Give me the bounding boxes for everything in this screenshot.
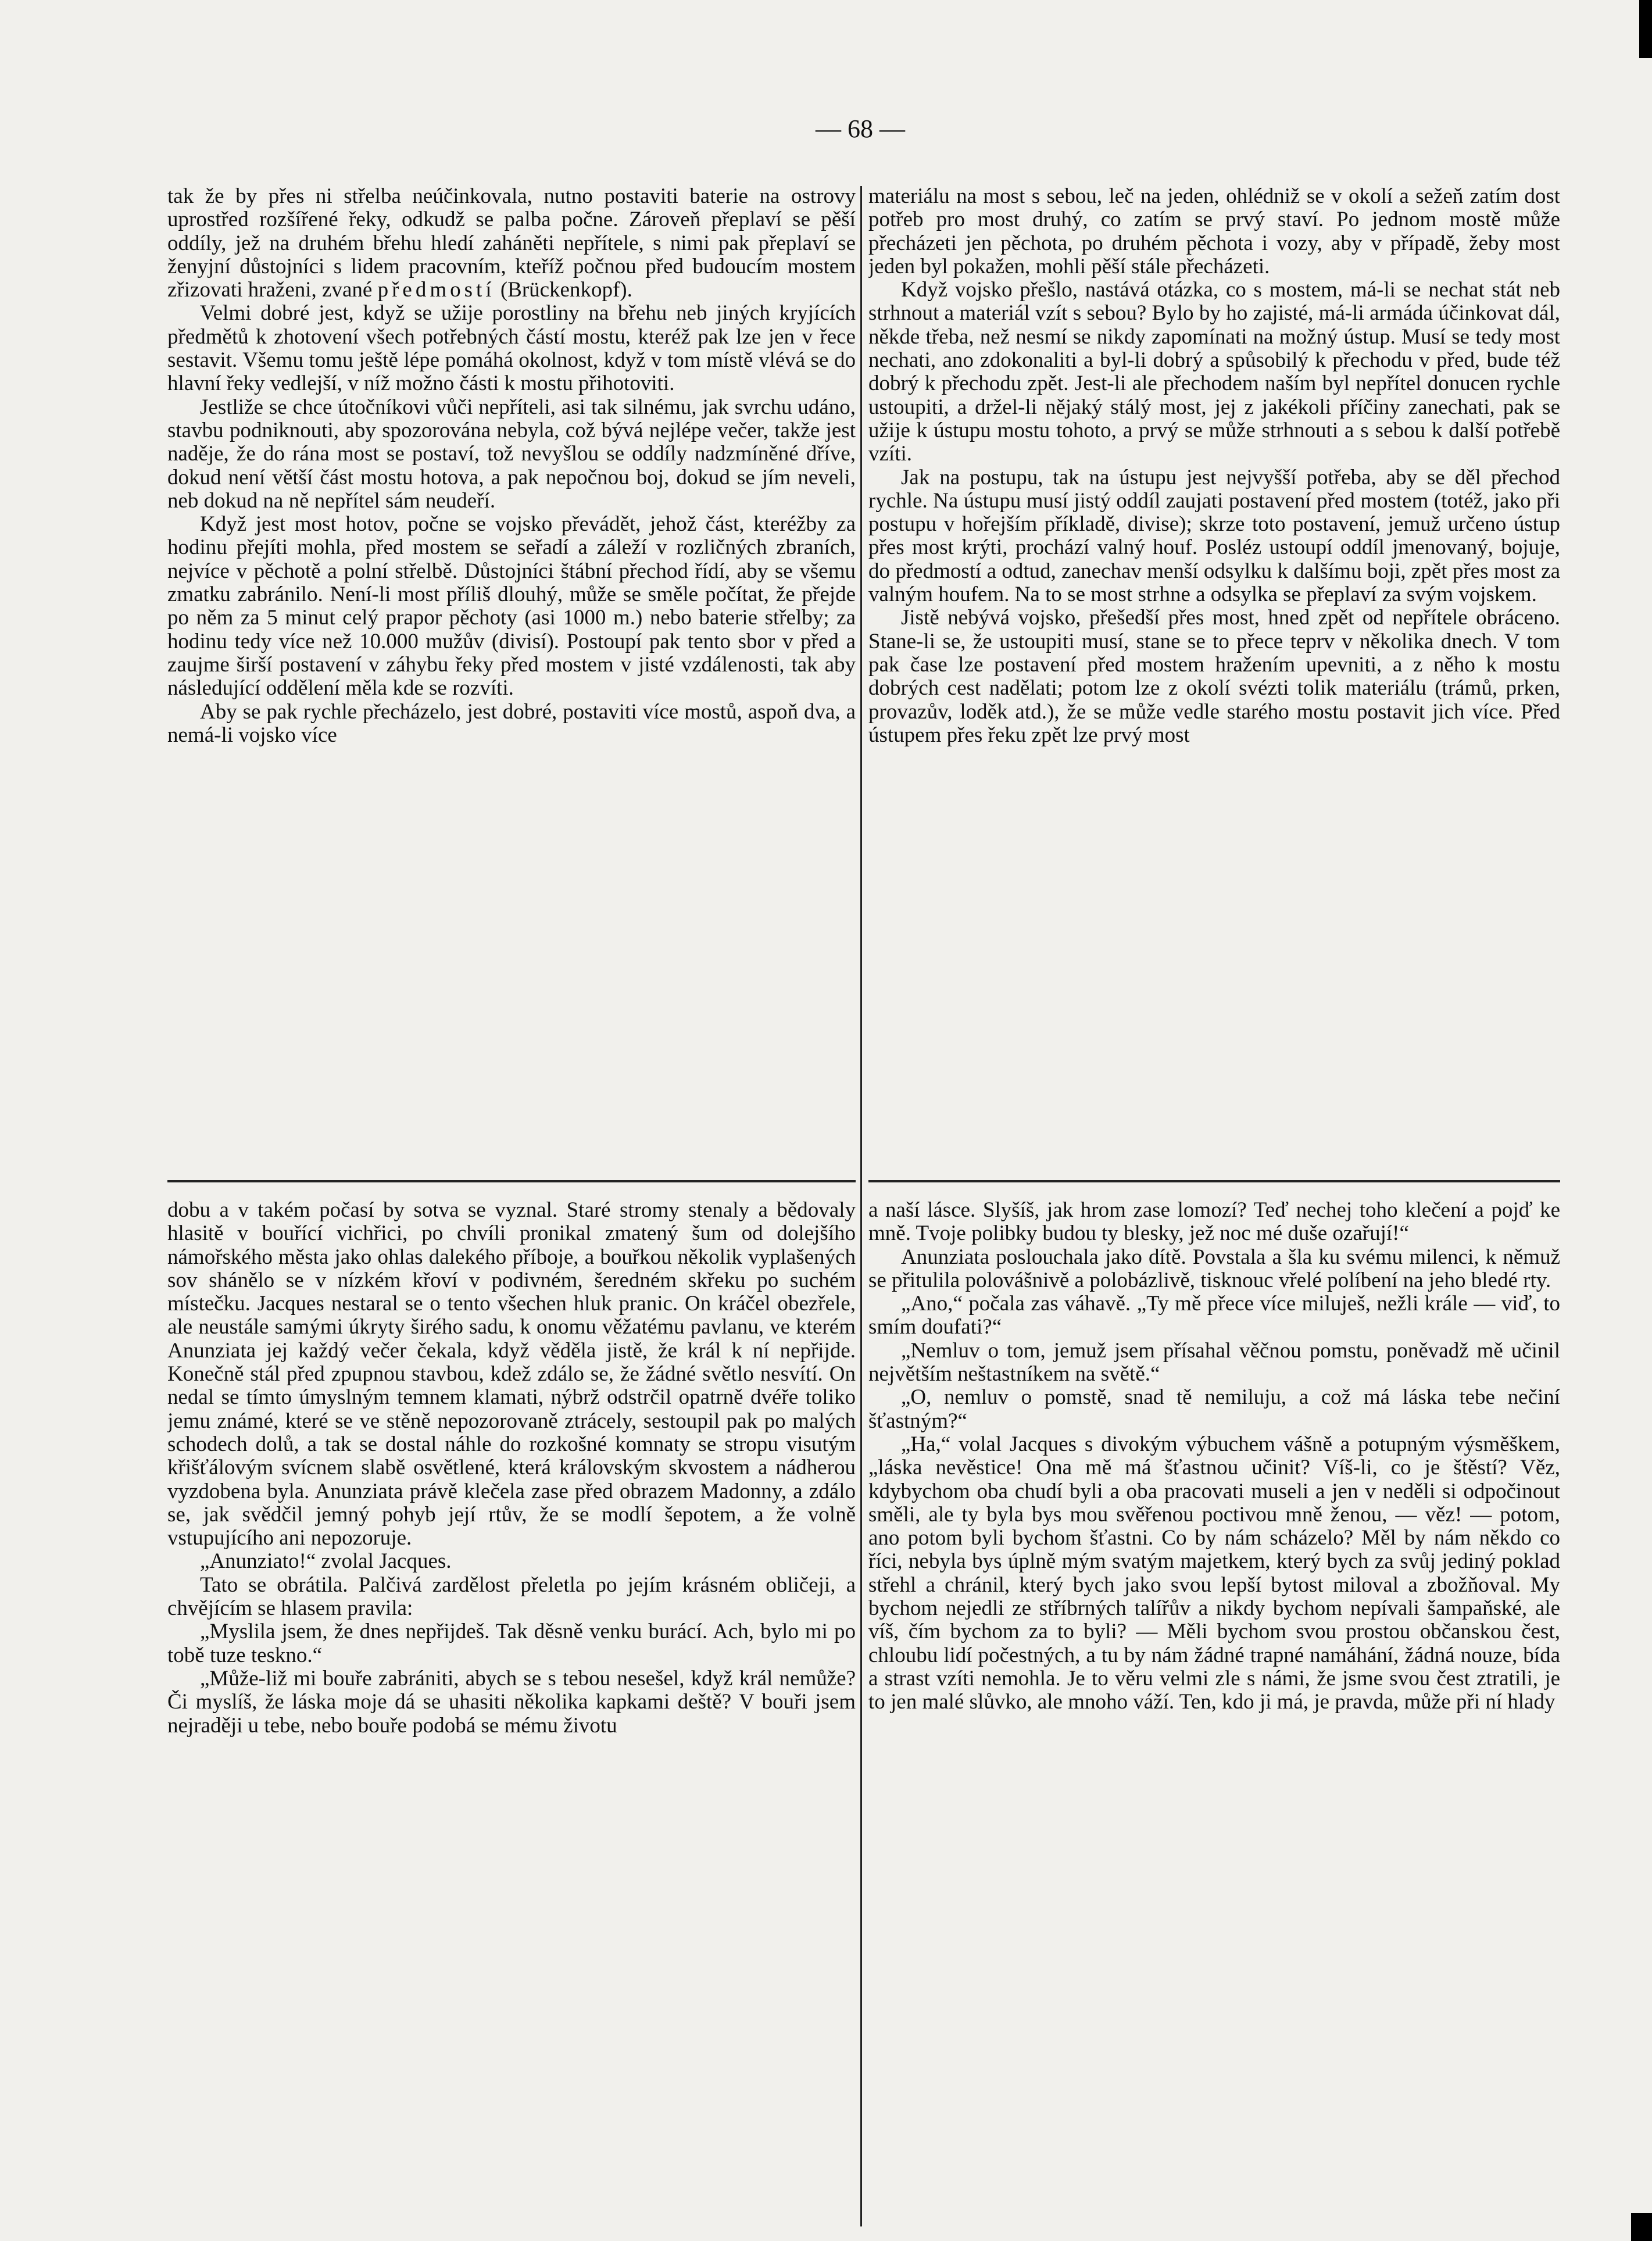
paragraph: Když vojsko přešlo, nastává otázka, co s mostem, má-li se nechat stát neb strhnout a materiál vzít s sebou? Bylo by ho zajisté, má-li armáda účinkovat dál, někde třeba, než nesmí se nikdy zapomínati na možný ústup. Musí se tedy most nechati, ano zdokonaliti a byl-li dobrý a spůsobilý k přechodu v před, bude též dobrý k přechodu zpět. Jest-li ale přechodem naším byl nepřítel donucen rychle ustoupiti, a držel-li nějaký stálý most, jej z jakékoli příčiny zanechati, pak se užije k ústupu mostu tohoto, a prvý se může strhnouti a s sebou k další potřebě vzíti. <box>868 278 1560 466</box>
scan-edge-mark <box>1639 0 1652 58</box>
lower-right-column <box>868 1199 1560 2210</box>
paragraph: Jestliže se chce útočníkovi vůči nepříteli, asi tak silnému, jak svrchu udáno, stavbu podniknouti, aby spozorována nebyla, což bývá nejlépe večer, takže jest naděje, že do rána most se postaví, tož nevyšlou se oddíly nadzmíněné dříve, dokud není větší část mostu hotova, a pak nepočnou boj, dokud se jím neveli, neb dokud na ně nepřítel sám neudeří. <box>167 395 856 513</box>
paragraph: Anunziata poslouchala jako dítě. Povstala a šla ku svému milenci, k němuž se přitulila polovášnivě a polobázlivě, tisknouc vřelé políbení na jeho bledé rty. <box>868 1245 1560 1292</box>
page-number: — 68 — <box>816 115 905 143</box>
section-divider <box>868 1180 1560 1182</box>
paragraph: tak že by přes ni střelba neúčinkovala, nutno postaviti baterie na ostrovy uprostřed rozšířené řeky, odkudž se palba počne. Zároveň přeplaví se pěší oddíly, jež na druhém břehu hledí zaháněti nepřítele, s nimi pak přeplaví se ženyjní důstojníci s lidem pracovním, kteříž počnou před budoucím mostem zřizovati hraženi, zvané předmostí (Brückenkopf). <box>167 185 856 302</box>
column-divider <box>860 186 862 2226</box>
paragraph: Aby se pak rychle přecházelo, jest dobré, postaviti více mostů, aspoň dva, a nemá-li vojsko více <box>167 699 856 747</box>
paragraph: „Nemluv o tom, jemuž jsem přísahal věčnou pomstu, poněvadž mě učinil největším neštastníkem na světě.“ <box>868 1338 1560 1386</box>
paragraph: dobu a v takém počasí by sotva se vyznal. Staré stromy stenaly a bědovaly hlasitě v bouřící vichřici, po chvíli pronikal zmatený šum od dolejšího námořského města jako ohlas dalekého příboje, a bouřkou několik vyplašených sov shánělo se v nízkém křoví v podivném, šeredném skřeku po suchém místečku. Jacques nestaral se o tento všechen hluk pranic. On kráčel obezřele, ale neustále samými úkryty širého sadu, k onomu věžatému pavlanu, ve kterém Anunziata jej každý večer čekala, když věděla jistě, že král k ní nepřijde. Konečně stál před zpupnou stavbou, kdež zdálo se, že žádné světlo nesvítí. On nedal se tímto úmyslným temnem klamati, nýbrž odstrčil opatrně dvéře toliko jemu známé, které se ve stěně nepozorovaně ztrácely, sestoupil pak po malých schodech dolů, a tak se dostal náhle do rozkošné komnaty se stropu visutým křišťálovým svícnem slabě osvětlené, která královským skvostem a nádherou vyzdobena byla. Anunziata právě klečela zase před obrazem Madonny, a zdálo se, jak svědčil jemný pohyb její rtův, že se modlí šepotem, a že volně vstupujícího ani nepozoruje. <box>167 1199 856 1550</box>
paragraph: Jistě nebývá vojsko, přešedší přes most, hned zpět od nepřítele obráceno. Stane-li se, že ustoupiti musí, stane se to přece teprv v několika dnech. V tom pak čase lze postavení před mostem hražením upevniti, a z něho k mostu dobrých cest nadělati; potom lze z okolí svézti tolik materiálu (trámů, prken, provazův, loděk atd.), že se může vedle starého mostu postavit jich více. Před ústupem přes řeku zpět lze prvý most <box>868 606 1560 747</box>
section-divider <box>167 1180 856 1182</box>
paragraph: „O, nemluv o pomstě, snad tě nemiluju, a což má láska tebe nečiní šťastným?“ <box>868 1385 1560 1433</box>
paragraph: Velmi dobré jest, když se užije porostliny na břehu neb jiných kryjících předmětů k zhotovení všech potřebných částí mostu, kteréž pak lze jen v řece sestavit. Všemu tomu ještě lépe pomáhá okolnost, když v tom místě vlévá se do hlavní řeky vedlejší, v níž možno části k mostu přihotoviti. <box>167 301 856 396</box>
paragraph: „Ha,“ volal Jacques s divokým výbuchem vášně a potupným výsměškem, „láska nevěstice! Ona mě má šťastnou učinit? Víš-li, co je štěstí? Věz, kdybychom oba chudí byli a oba pracovati museli a jen v neděli si odpočinout směli, ale ty byla bys mou svěřenou poctivou mně ženou, — věz! — potom, ano potom byli bychom šťastni. Co by nám scházelo? Měl by nám někdo co říci, nebyla bys úplně mým svatým majetkem, který bych za svůj jediný poklad střehl a chránil, který bych jako svou lepší bytost miloval a zbožňoval. My bychom nejedli ze stříbrných talířův a nikdy bychom nepívali šampaňské, ale víš, čím bychom za to byli? — Měli bychom svou prostou občanskou čest, chloubu lidí počestných, a tu by nám žádné trapné namáhání, žádná nouze, bída a strast vzíti nemohla. Je to věru velmi zle s námi, že jsme svou čest ztratili, je to jen malé slůvko, ale mnoho váží. Ten, kdo ji má, je pravda, může při ní hlady <box>868 1432 1560 1714</box>
paragraph: „Myslila jsem, že dnes nepřijdeš. Tak děsně venku burácí. Ach, bylo mi po tobě tuze teskno.“ <box>167 1620 856 1667</box>
upper-left-column <box>167 185 856 1173</box>
paragraph: „Ano,“ počala zas váhavě. „Ty mě přece více miluješ, nežli krále — viď, to smím doufati?“ <box>868 1292 1560 1339</box>
lower-left-column <box>167 1199 856 2210</box>
paragraph: materiálu na most s sebou, leč na jeden, ohlédniž se v okolí a sežeň zatím dost potřeb pro most druhý, co zatím se prvý staví. Po jednom mostě může přecházeti jen pěchota, po druhém pěchota i vozy, aby v případě, žeby most jeden byl pokažen, mohli pěší stále přecházeti. <box>868 185 1560 278</box>
paragraph: a naší lásce. Slyšíš, jak hrom zase lomozí? Teď nechej toho klečení a pojď ke mně. Tvoje polibky budou ty blesky, jež noc mé duše ozařují!“ <box>868 1199 1560 1246</box>
paragraph: Jak na postupu, tak na ústupu jest nejvyšší potřeba, aby se děl přechod rychle. Na ústupu musí jistý oddíl zaujati postavení před mostem (totéž, jako při postupu v hořejším příkladě, divise); skrze toto postavení, jemuž určeno ústup přes most krýti, prochází valný houf. Posléz ustoupí oddíl jmenovaný, bojuje, do předmostí a odtud, zanechav menší odsylku k dalšímu boji, zpět přes most za valným houfem. Na to se most strhne a odsylka se přeplaví za svým vojskem. <box>868 465 1560 607</box>
paragraph: Tato se obrátila. Palčivá zardělost přeletla po jejím krásném obličeji, a chvějícím se hlasem pravila: <box>167 1572 856 1621</box>
upper-right-column <box>868 185 1560 1173</box>
paragraph: Když jest most hotov, počne se vojsko převádět, jehož část, kteréžby za hodinu přejíti mohla, před mostem se seřadí a záleží v rozličných zbraních, nejvíce v pěchotě a polní střelbě. Důstojníci štábní přechod řídí, aby se všemu zmatku zabránilo. Není-li most příliš dlouhý, může se směle počítat, že přejde po něm za 5 minut celý prapor pěchoty (asi 1000 m.) nebo baterie střelby; za hodinu tedy více než 10.000 mužův (divisí). Postoupí pak tento sbor v před a zaujme širší postavení v záhybu řeky před mostem v jisté vzdálenosti, tak aby následující oddělení měla kde se rozvíti. <box>167 512 856 700</box>
scan-edge-mark <box>1631 2213 1652 2241</box>
paragraph: „Může-liž mi bouře zabrániti, abych se s tebou nesešel, když král nemůže? Či myslíš, že láska moje dá se uhasiti několika kapkami deště? V bouři jsem nejraději u tebe, nebo bouře podobá se mému životu <box>167 1666 856 1738</box>
paragraph: „Anunziato!“ zvolal Jacques. <box>200 1549 452 1574</box>
